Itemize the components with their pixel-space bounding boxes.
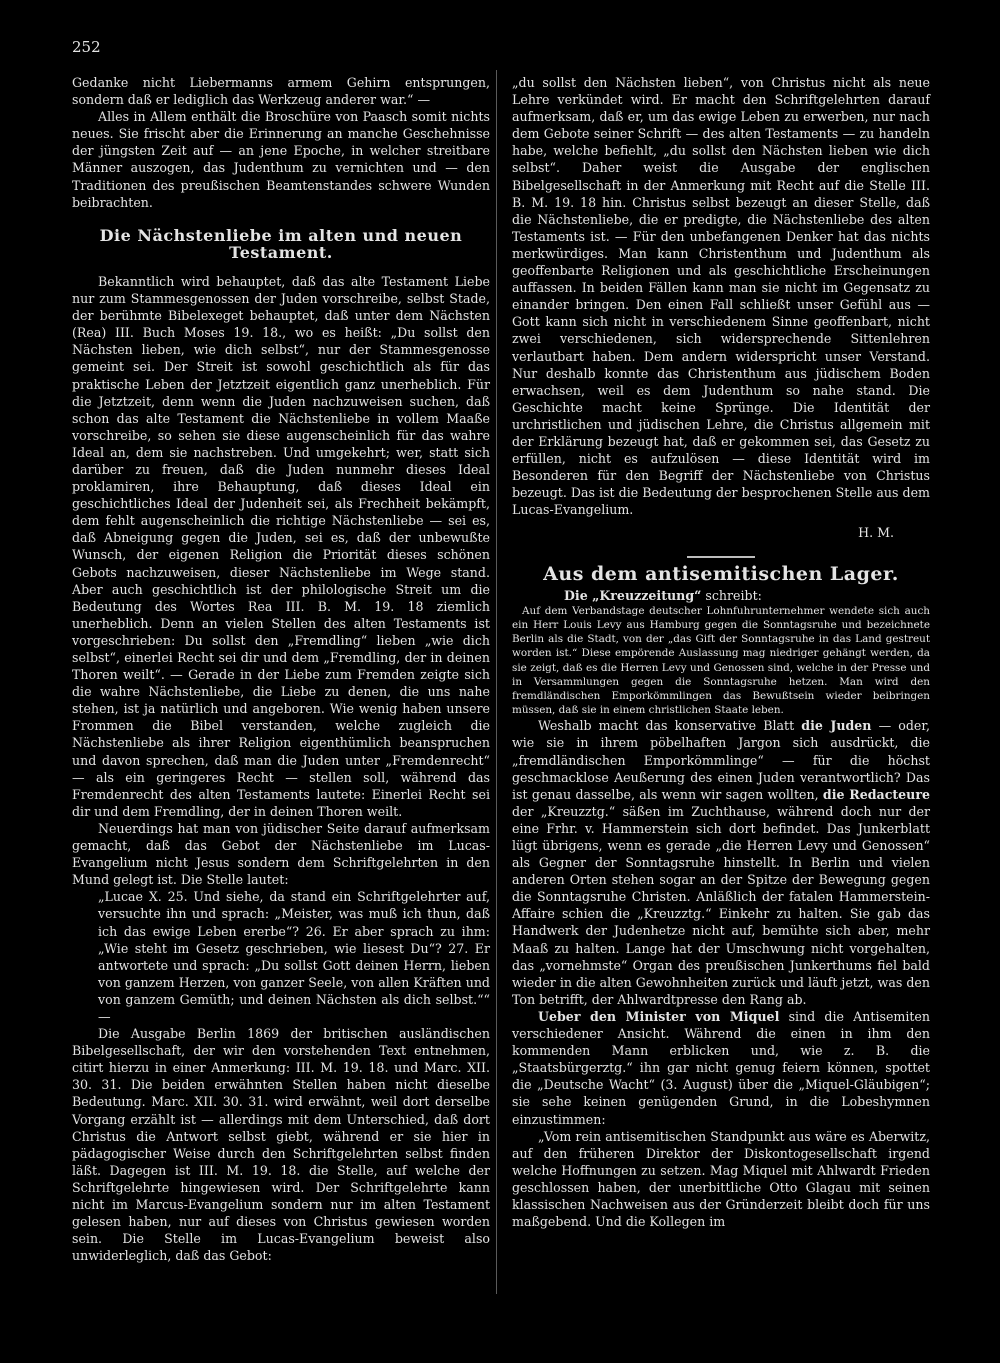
paragraph: „du sollst den Nächsten lieben“, von Christus nicht als neue Lehre verkündet wird. Er macht den Schriftgelehrten darauf aufmerksam, daß er, um das ewige Leben zu erwerben, nur nach dem Gebote seiner Schrift — des alten Testaments — zu handeln habe, welche befiehlt, „du sollst den Nächsten lieben wie dich selbst“. Daher weist die Ausgabe der englischen Bibelgesellschaft in der Anmerkung mit Recht auf die Stelle III. B. M. 19. 18 hin. Christus selbst bezeugt an dieser Stelle, daß die Nächstenliebe, die er predigte, die Nächstenliebe des alten Testaments ist. — Für den unbefangenen Denker hat das nichts merkwürdiges. Man kann Christenthum und Judenthum als geoffenbarte Religionen und als geschichtliche Erscheinungen auffassen. In beiden Fällen kann man sie nicht im Gegensatz zu einander bringen. Den einen Fall schließt unser Gefühl aus — Gott kann sich nicht in verschiedenem Sinne geoffenbart, nicht zwei verschiedenen, sich widersprechende Sittenlehren verlautbart haben. Dem andern widerspricht unser Verstand. Nur deshalb konnte das Christenthum aus jüdischem Boden erwachsen, weil es dem Judenthum so nahe stand. Die Geschichte macht keine Sprünge. Die Identität der urchristlichen und jüdischen Lehre, die Christus allgemein mit der Erklärung bezeugt hat, daß er gekommen sei, das Gesetz zu erfüllen, nicht es aufzulösen — diese Identität wird im Besonderen für den Begriff der Nächstenliebe von Christus bezeugt. Das ist die Bedeutung der besprochenen Stelle aus dem Lucas-Evangelium. [512,75,930,518]
paragraph: Neuerdings hat man von jüdischer Seite darauf aufmerksam gemacht, daß das Gebot der Nächstenliebe im Lucas-Evangelium nicht Jesus sondern dem Schriftgelehrten in den Mund gelegt ist. Die Stelle lautet: [72,820,490,888]
text-run: der „Kreuzztg.“ säßen im Zuchthause, während doch nur der eine Frhr. v. Hammerstein sich dort befindet. Das Junkerblatt lügt übrigens, wenn es gerade „die Herren Levy und Genossen“ als Gegner der Sonntagsruhe hinstellt. In Berlin und vielen anderen Orten stehen sogar an der Spitze der Bewegung gegen die Sonntagsruhe Christen. Anläßlich der fatalen Hammerstein-Affaire schien die „Kreuzztg.“ Einkehr zu halten. Sie gab das Handwerk der Judenhetze nicht auf, bemühte sich aber, mehr Maaß zu halten. Lange hat der Umschwung nicht vorgehalten, das „vornehmste“ Organ des preußischen Junkerthums fiel bald wieder in die alten Gewohnheiten zurück und läuft jetzt, was den Ton betrifft, der Ahlwardtpresse den Rang ab. [512,803,930,1007]
source-line [564,587,930,604]
paragraph: Die Ausgabe Berlin 1869 der britischen ausländischen Bibelgesellschaft, der wir den vorstehenden Text entnehmen, citirt hierzu in einer Anmerkung: III. M. 19. 18. und Marc. XII. 30. 31. Die beiden erwähnten Stellen haben nicht dieselbe Bedeutung. Marc. XII. 30. 31. wird erwähnt, weil dort derselbe Vorgang erzählt ist — allerdings mit dem Unterschied, daß dort Christus die Antwort selbst giebt, während er sie hier in pädagogischer Weise durch den Schriftgelehrten selbst finden läßt. Dagegen ist III. M. 19. 18. die Stelle, auf welche der Schriftgelehrte hingewiesen wird. Der Schriftgelehrte kann nicht im Marcus-Evangelium sondern nur im alten Testament gelesen haben, nur auf dieses von Christus gewiesen worden sein. Die Stelle im Lucas-Evangelium beweist also unwiderleglich, daß das Gebot: [72,1026,490,1264]
quoted-excerpt: Auf dem Verbandstage deutscher Lohnfuhrunternehmer wendete sich auch ein Herr Louis Levy aus Hamburg gegen die Sonntagsruhe und bezeichnete Berlin als die Stadt, von der „das Gift der Sonntagsruhe in das Land gestreut worden ist.“ Diese empörende Auslassung mag niedriger gehängt werden, da sie zeigt, daß es die Herren Levy und Genossen sind, welche in der Presse und in Versammlungen gegen die Sonntagsruhe hetzen. Man wird den fremdländischen Emporkömmlingen das Bewußtsein wieder beibringen müssen, daß sie in einem christlichen Staate leben. [512,604,930,717]
paragraph [512,717,930,1008]
emphasis: die Redacteure [822,786,930,802]
paragraph: Bekanntlich wird behauptet, daß das alte Testament Liebe nur zum Stammesgenossen der Juden vorschreibe, selbst Stade, der berühmte Bibelexeget behauptet, daß unter dem Nächsten (Rea) III. Buch Moses 19. 18., wo es heißt: „Du sollst den Nächsten lieben, wie dich selbst“, nur der Stammesgenosse gemeint sei. Der Streit ist sowohl geschichtlich als für das praktische Leben der Jetztzeit eigentlich ganz unerheblich. Für die Jetztzeit, denn wenn die Juden nachzuweisen suchen, daß schon das alte Testament die Nächstenliebe in vollem Maaße vorschreibe, so sehen sie diese augenscheinlich für das wahre Ideal an, dem sie nachstreben. Und umgekehrt; wer, statt sich darüber zu freuen, daß die Juden nunmehr dieses Ideal proklamiren, ihre Behauptung, daß dieses Ideal ein geschichtliches Ideal der Judenheit sei, als Frechheit bekämpft, dem fehlt augenscheinlich die richtige Nächstenliebe — sei es, daß Abneigung gegen die Juden, sei es, daß der unbewußte Wunsch, der eigenen Religion die Priorität dieses schönen Gebots nachzuweisen, dieser Nächstenliebe im Wege stand. Aber auch geschichtlich ist der philologische Streit um die Bedeutung des Wortes Rea III. B. M. 19. 18 ziemlich unerheblich. Denn an vielen Stellen des alten Testaments ist vorgeschrieben: Du sollst den „Fremdling“ lieben „wie dich selbst“, einerlei Recht sei dir und dem „Fremdling, der in deinen Thoren weilt“. — Gerade in der Liebe zum Fremden zeigte sich die wahre Nächstenliebe, die Liebe zu denen, die uns nahe stehen, ist ja natürlich und angeboren. Wie wenig haben unsere Frommen die Bibel verstanden, welche zugleich die Nächstenliebe als ihrer Religion eigenthümlich beanspruchen und davon sprechen, daß man die Juden unter „Fremdenrecht“ — als ein geringeres Recht — stellen soll, während das Fremdenrecht des alten Testaments lautete: Einerlei Recht sei dir und dem Fremdling, der in deinen Thoren weilt. [72,273,490,819]
section-heading: Die Nächstenliebe im alten und neuen Testament. [99,225,463,262]
text-run: — oder, wie sie in ihrem pöbelhaften Jargon sich ausdrückt, die „fremdländischen Emporkömmlinge“ — für die höchst geschmacklose Aeußerung des einen Juden verantwortlich? Das ist genau dasselbe, als wenn wir sagen wollten, [512,718,931,802]
bible-quote: „Lucae X. 25. Und siehe, da stand ein Schriftgelehrter auf, versuchte ihn und sprach: „Meister, was muß ich thun, daß ich das ewige Leben ererbe“? 26. Er aber sprach zu ihm: „Wie steht im Gesetz geschrieben, wie liesest Du“? 27. Er antwortete und sprach: „Du sollst Gott deinen Herrn, lieben von ganzem Herzen, von ganzer Seele, von allen Kräften und von ganzem Gemüth; und deinen Nächsten als dich selbst.““ — [98,889,490,1024]
emphasis: Ueber den Minister von Miquel [538,1008,780,1024]
right-column [512,74,930,1230]
source-verb: schreibt: [701,587,762,603]
paragraph: Gedanke nicht Liebermanns armem Gehirn entsprungen, sondern daß er lediglich das Werkzeug anderer war.“ — [72,75,490,108]
separator-line [687,556,755,558]
text-run: sind die Antisemiten verschiedener Ansicht. Während die einen in ihm den kommenden Mann erblicken und, wie z. B. die „Staatsbürgerztg.“ ihn gar nicht genug feiern können, spottet die „Deutsche Wacht“ (3. August) über die „Miquel-Gläubigen“; sie sehe keinen genügenden Grund, in die Lobeshymnen einzustimmen: [512,1008,930,1127]
paragraph [512,1008,930,1128]
paragraph: Alles in Allem enthält die Broschüre von Paasch somit nichts neues. Sie frischt aber die Erinnerung an manche Geschehnisse der jüngsten Zeit auf — an jene Epoche, in welcher streitbare Männer auszogen, das Judenthum zu vernichten und — den Traditionen des preußischen Beamtenstandes schwere Wunden beibrachten. [72,109,490,210]
left-column [72,74,490,1264]
text-run: Weshalb macht das konservative Blatt [538,718,802,734]
emphasis: die Juden [801,718,872,734]
quoted-paragraph: „Vom rein antisemitischen Standpunkt aus wäre es Aberwitz, auf den früheren Direktor der Diskontogesellschaft irgend welche Hoffnungen zu setzen. Mag Miquel mit Ahlwardt Frieden geschlossen haben, der unerbittliche Otto Glagau mit seinen klassischen Nachweisen aus der Gründerzeit bleibt doch für uns maßgebend. Und die Kollegen im [512,1128,930,1230]
page-number: 252 [72,38,101,56]
section-heading: Aus dem antisemitischen Lager. [543,562,899,585]
column-divider [496,70,497,1294]
source-name: Die „Kreuzzeitung“ [564,587,702,603]
author-signature: H. M. [858,525,894,541]
